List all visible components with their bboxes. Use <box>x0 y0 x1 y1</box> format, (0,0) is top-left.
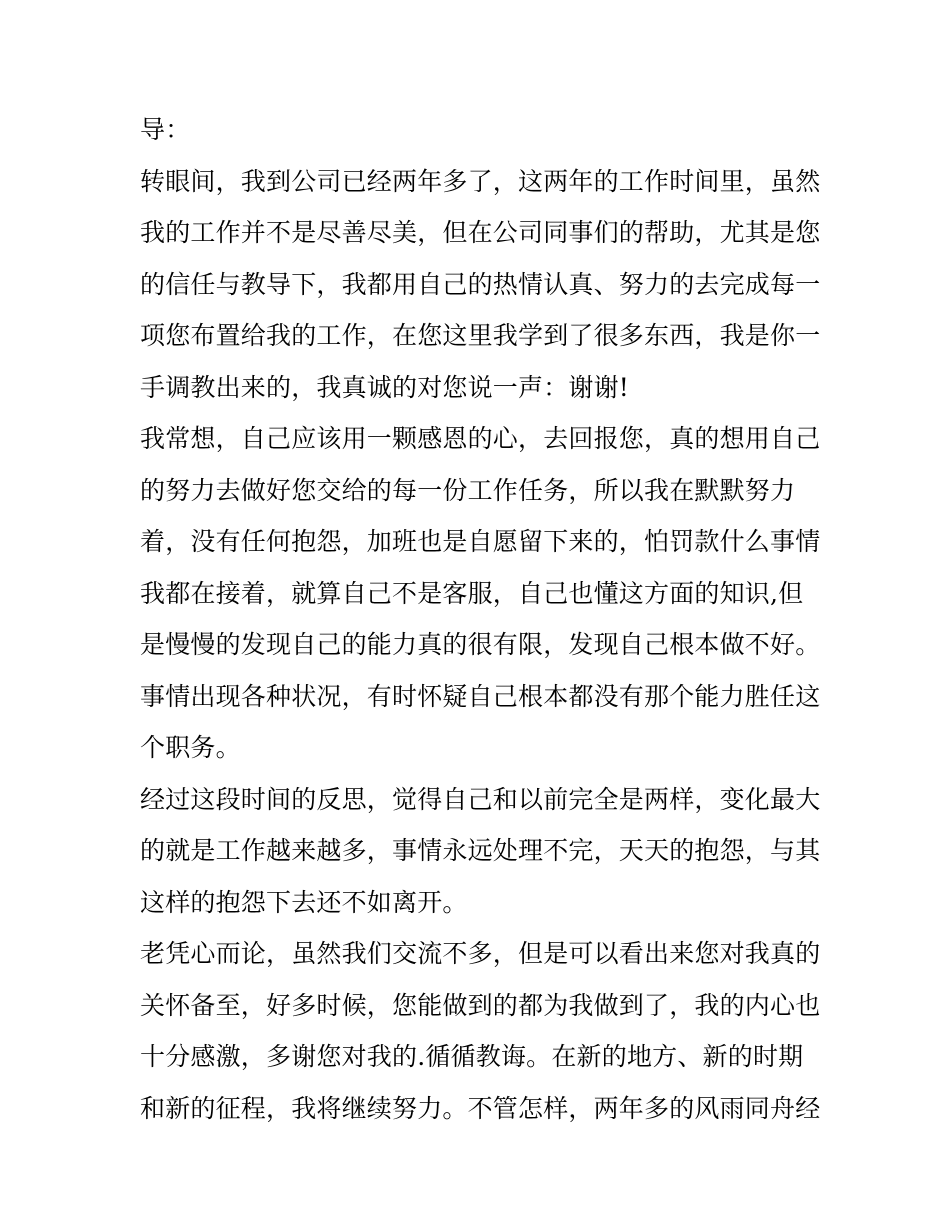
text-line: 是慢慢的发现自己的能力真的很有限，发现自己根本做不好。 <box>140 630 821 659</box>
text-line: 转眼间，我到公司已经两年多了，这两年的工作时间里，虽然 <box>140 166 821 196</box>
text-line: 着，没有任何抱怨，加班也是自愿留下来的，怕罚款什么事情 <box>140 527 821 556</box>
text-line: 的努力去做好您交给的每一份工作任务，所以我在默默努力 <box>140 475 796 505</box>
text-line: 我的工作并不是尽善尽美，但在公司同事们的帮助，尤其是您 <box>140 218 821 247</box>
text-line: 这样的抱怨下去还不如离开。 <box>140 887 468 917</box>
text-line: 经过这段时间的反思，觉得自己和以前完全是两样，变化最大 <box>140 784 821 814</box>
text-line: 的信任与教导下，我都用自己的热情认真、努力的去完成每一 <box>140 269 821 299</box>
text-line: 老凭心而论，虽然我们交流不多，但是可以看出来您对我真的 <box>140 939 821 968</box>
text-line: 导： <box>140 115 191 144</box>
text-line: 十分感激，多谢您对我的.循循教诲。在新的地方、新的时期 <box>140 1042 804 1071</box>
text-line: 我都在接着，就算自己不是客服，自己也懂这方面的知识,但 <box>140 578 804 608</box>
text-line: 关怀备至，好多时候，您能做到的都为我做到了，我的内心也 <box>140 990 821 1020</box>
text-line: 的就是工作越来越多，事情永远处理不完，天天的抱怨，与其 <box>140 836 821 865</box>
text-line: 和新的征程，我将继续努力。不管怎样，两年多的风雨同舟经 <box>140 1093 821 1123</box>
text-line: 项您布置给我的工作，在您这里我学到了很多东西，我是你一 <box>140 321 821 350</box>
text-line: 个职务。 <box>140 733 241 762</box>
text-line: 我常想，自己应该用一颗感恩的心，去回报您，真的想用自己 <box>140 424 821 453</box>
text-line: 手调教出来的，我真诚的对您说一声：谢谢! <box>140 372 630 402</box>
text-line: 事情出现各种状况，有时怀疑自己根本都没有那个能力胜任这 <box>140 681 821 711</box>
letter-body <box>140 104 820 1134</box>
